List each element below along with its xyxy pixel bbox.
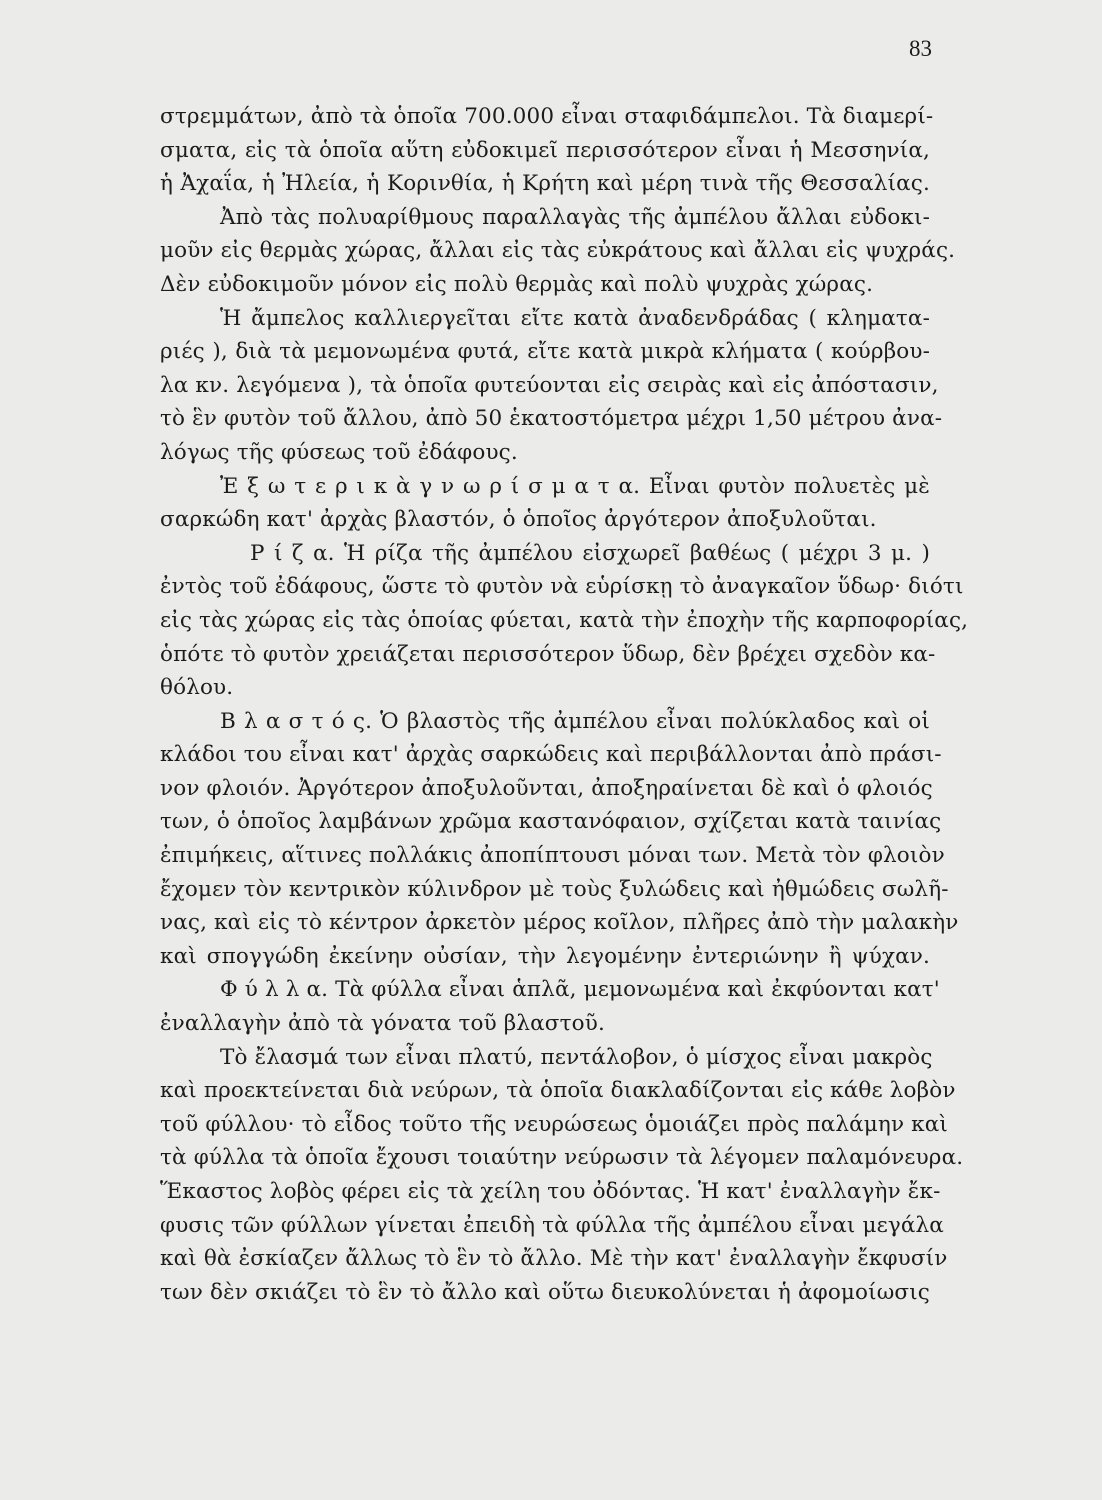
text-line: ριές ), διὰ τὰ μεμονωμένα φυτά, εἴτε κατὰ μικρὰ κλήματα ( κούρβου- [160,339,930,365]
text-line: στρεμμάτων, ἀπὸ τὰ ὁποῖα 700.000 εἶναι σταφιδάμπελοι. Τὰ διαμερί- [160,104,934,129]
text-line: ὁπότε τὸ φυτὸν χρειάζεται περισσότερον ὕδωρ, δὲν βρέχει σχεδὸν κα- [160,641,936,667]
text-line: φυσις τῶν φύλλων γίνεται ἐπειδὴ τὰ φύλλα τῆς ἀμπέλου εἶναι μεγάλα [160,1212,944,1238]
text-line: των, ὁ ὁποῖος λαμβάνων χρῶμα καστανόφαιον, σχίζεται κατὰ ταινίας [160,809,942,835]
text-line: εἰς τὰς χώρας εἰς τὰς ὁποίας φύεται, κατὰ τὴν ἐποχὴν τῆς καρποφορίας, [160,607,969,633]
text-line: καὶ θὰ ἐσκίαζεν ἄλλως τὸ ἓν τὸ ἄλλο. Μὲ τὴν κατ' ἐναλλαγὴν ἔκφυσίν [160,1246,948,1272]
body-text [160,100,969,1309]
text-line: ἐντὸς τοῦ ἐδάφους, ὥστε τὸ φυτὸν νὰ εὑρίσκῃ τὸ ἀναγκαῖον ὕδωρ· διότι [160,574,964,600]
text-line: Δὲν εὐδοκιμοῦν μόνον εἰς πολὺ θερμὰς καὶ πολὺ ψυχρὰς χώρας. [160,271,874,297]
text-line: σαρκώδη κατ' ἀρχὰς βλαστόν, ὁ ὁποῖος ἀργότερον ἀποξυλοῦται. [160,507,877,533]
text-line: κλάδοι του εἶναι κατ' ἀρχὰς σαρκώδεις καὶ περιβάλλονται ἀπὸ πράσι- [160,742,942,768]
text-line: λόγως τῆς φύσεως τοῦ ἐδάφους. [160,439,518,465]
text-line: καὶ σπογγώδη ἐκείνην οὐσίαν, τὴν λεγομένην ἐντεριώνην ἢ ψύχαν. [160,943,930,969]
text-line: Τὸ ἔλασμά των εἶναι πλατύ, πεντάλοβον, ὁ μίσχος εἶναι μακρὸς [220,1044,933,1070]
page-number: 83 [909,36,932,61]
text-line: ἔχομεν τὸν κεντρικὸν κύλινδρον μὲ τοὺς ξυλώδεις καὶ ἠθμώδεις σωλῆ- [160,876,949,902]
text-line: σματα, εἰς τὰ ὁποῖα αὕτη εὐδοκιμεῖ περισσότερον εἶναι ἡ Μεσσηνία, [160,137,930,163]
text-line: Β λ α σ τ ό ς. Ὁ βλαστὸς τῆς ἀμπέλου εἶναι πολύκλαδος καὶ οἱ [220,708,930,734]
text-line: ἐπιμήκεις, αἵτινες πολλάκις ἀποπίπτουσι μόναι των. Μετὰ τὸν φλοιὸν [160,843,945,869]
text-line: ἡ Ἀχαΐα, ἡ Ἠλεία, ἡ Κορινθία, ἡ Κρήτη καὶ μέρη τινὰ τῆς Θεσσαλίας. [160,171,930,197]
text-line: θόλου. [160,675,234,701]
text-line: νας, καὶ εἰς τὸ κέντρον ἀρκετὸν μέρος κοῖλον, πλῆρες ἀπὸ τὴν μαλακὴν [160,910,959,936]
text-line: νον φλοιόν. Ἀργότερον ἀποξυλοῦνται, ἀποξηραίνεται δὲ καὶ ὁ φλοιός [160,775,933,801]
text-line: Ἀπὸ τὰς πολυαρίθμους παραλλαγὰς τῆς ἀμπέλου ἄλλαι εὐδοκι- [220,204,930,230]
text-line: Ρ ί ζ α. Ἡ ρίζα τῆς ἀμπέλου εἰσχωρεῖ βαθέως ( μέχρι 3 μ. ) [250,540,930,566]
text-line: ἐναλλαγὴν ἀπὸ τὰ γόνατα τοῦ βλαστοῦ. [160,1011,605,1037]
text-line: των δὲν σκιάζει τὸ ἓν τὸ ἄλλο καὶ οὕτω διευκολύνεται ἡ ἀφομοίωσις [160,1279,930,1305]
text-line: καὶ προεκτείνεται διὰ νεύρων, τὰ ὁποῖα διακλαδίζονται εἰς κάθε λοβὸν [160,1078,956,1104]
text-line: τοῦ φύλλου· τὸ εἶδος τοῦτο τῆς νευρώσεως ὁμοιάζει πρὸς παλάμην καὶ [160,1111,949,1137]
text-line: Ἐ ξ ω τ ε ρ ι κ ὰ γ ν ω ρ ί σ μ α τ α. Εἶναι φυτὸν πολυετὲς μὲ [220,473,930,499]
text-line: μοῦν εἰς θερμὰς χώρας, ἄλλαι εἰς τὰς εὐκράτους καὶ ἄλλαι εἰς ψυχράς. [160,238,956,264]
text-line: λα κν. λεγόμενα ), τὰ ὁποῖα φυτεύονται εἰς σειρὰς καὶ εἰς ἀπόστασιν, [160,372,939,398]
text-line: Ἕκαστος λοβὸς φέρει εἰς τὰ χείλη του ὀδόντας. Ἡ κατ' ἐναλλαγὴν ἔκ- [160,1179,941,1204]
text-line: Ἡ ἄμπελος καλλιεργεῖται εἴτε κατὰ ἀναδενδράδας ( κληματα- [220,305,930,331]
text-line: τὸ ἓν φυτὸν τοῦ ἄλλου, ἀπὸ 50 ἑκατοστόμετρα μέχρι 1,50 μέτρου ἀνα- [160,406,943,432]
text-line: Φ ύ λ λ α. Τὰ φύλλα εἶναι ἁπλᾶ, μεμονωμένα καὶ ἐκφύονται κατ' [220,977,940,1003]
text-line: τὰ φύλλα τὰ ὁποῖα ἔχουσι τοιαύτην νεύρωσιν τὰ λέγομεν παλαμόνευρα. [160,1145,964,1171]
